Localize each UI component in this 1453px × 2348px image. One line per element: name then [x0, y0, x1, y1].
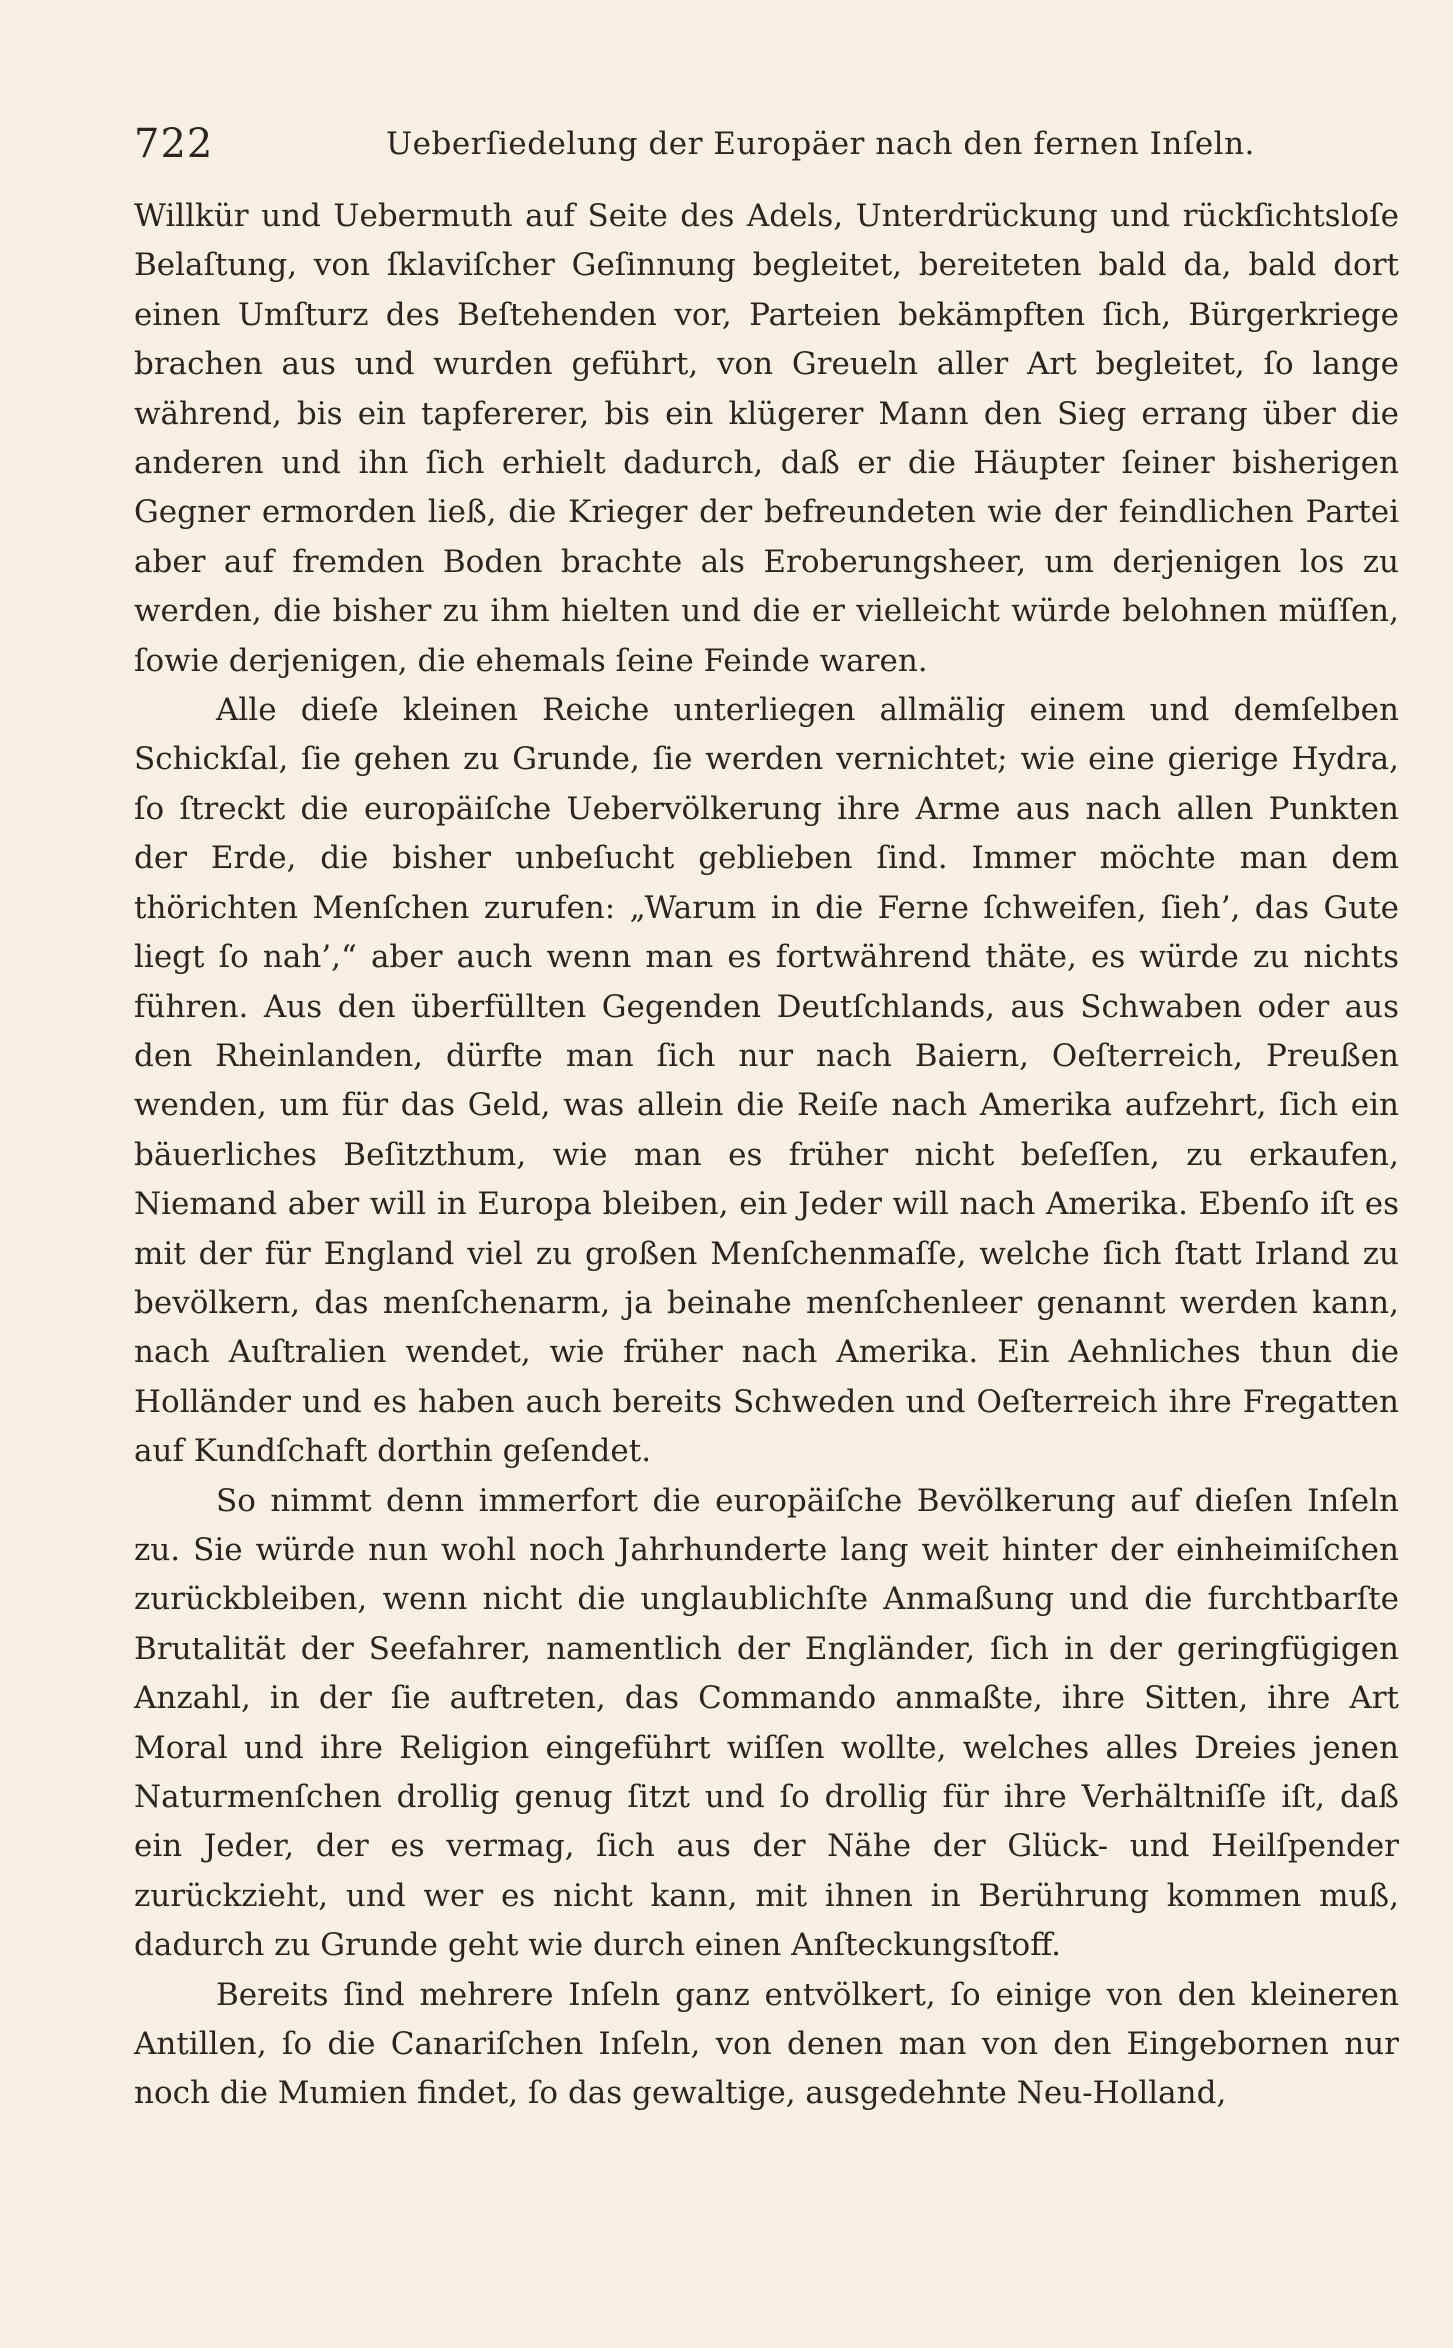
paragraph-4: Bereits ſind mehrere Inſeln ganz entvölkert, ſo einige von den kleineren Antillen, ſo die Canariſchen Inſeln, von denen man von den Eingebornen nur noch die Mumien findet, ſo das gewaltige, ausgedehnte Neu-Holland,	[134, 1976, 1399, 2112]
body-text	[134, 192, 1399, 2119]
paragraph-1: Willkür und Uebermuth auf Seite des Adels, Unterdrückung und rückſichtsloſe Belaſtung, von ſklaviſcher Geſinnung begleitet, bereiteten bald da, bald dort einen Umſturz des Beſtehenden vor, Parteien bekämpften ſich, Bürgerkriege brachen aus und wurden geführt, von Greueln aller Art begleitet, ſo lange während, bis ein tapfererer, bis ein klügerer Mann den Sieg errang über die anderen und ihn ſich erhielt dadurch, daß er die Häupter ſeiner bisherigen Gegner ermorden ließ, die Krieger der befreundeten wie der feindlichen Partei aber auf fremden Boden brachte als Eroberungsheer, um derjenigen los zu werden, die bisher zu ihm hielten und die er vielleicht würde belohnen müſſen, ſowie derjenigen, die ehemals ſeine Feinde waren.	[134, 198, 1399, 679]
paragraph-2: Alle dieſe kleinen Reiche unterliegen allmälig einem und demſelben Schickſal, ſie gehen zu Grunde, ſie werden vernichtet; wie eine gierige Hydra, ſo ſtreckt die europäiſche Uebervölkerung ihre Arme aus nach allen Punkten der Erde, die bisher unbeſucht geblieben ſind. Immer möchte man dem thörichten Menſchen zurufen: „Warum in die Ferne ſchweifen, ſieh’, das Gute liegt ſo nah’,“ aber auch wenn man es fortwährend thäte, es würde zu nichts führen. Aus den überfüllten Gegenden Deutſchlands, aus Schwaben oder aus den Rheinlanden, dürfte man ſich nur nach Baiern, Oeſterreich, Preußen wenden, um für das Geld, was allein die Reiſe nach Amerika aufzehrt, ſich ein bäuerliches Beſitzthum, wie man es früher nicht beſeſſen, zu erkaufen, Niemand aber will in Europa bleiben, ein Jeder will nach Amerika. Ebenſo iſt es mit der für England viel zu großen Menſchenmaſſe, welche ſich ſtatt Irland zu bevölkern, das menſchenarm, ja beinahe menſchenleer genannt werden kann, nach Auſtralien wendet, wie früher nach Amerika. Ein Aehnliches thun die Holländer und es haben auch bereits Schweden und Oeſterreich ihre Fregatten auf Kundſchaft dorthin geſendet.	[134, 692, 1399, 1470]
page-header	[134, 118, 1399, 170]
page-number: 722	[134, 121, 214, 167]
paragraph-3: So nimmt denn immerfort die europäiſche Bevölkerung auf dieſen Inſeln zu. Sie würde nun wohl noch Jahrhunderte lang weit hinter der einheimiſchen zurückbleiben, wenn nicht die unglaublichſte Anmaßung und die furchtbarſte Brutalität der Seefahrer, namentlich der Engländer, ſich in der geringfügigen Anzahl, in der ſie auftreten, das Commando anmaßte, ihre Sitten, ihre Art Moral und ihre Religion eingeführt wiſſen wollte, welches alles Dreies jenen Naturmenſchen drollig genug ſitzt und ſo drollig für ihre Verhältniſſe iſt, daß ein Jeder, der es vermag, ſich aus der Nähe der Glück- und Heilſpender zurückzieht, und wer es nicht kann, mit ihnen in Berührung kommen muß, dadurch zu Grunde geht wie durch einen Anſteckungsſtoff.	[134, 1482, 1399, 1964]
running-title: Ueberſiedelung der Europäer nach den fernen Inſeln.	[386, 126, 1255, 162]
